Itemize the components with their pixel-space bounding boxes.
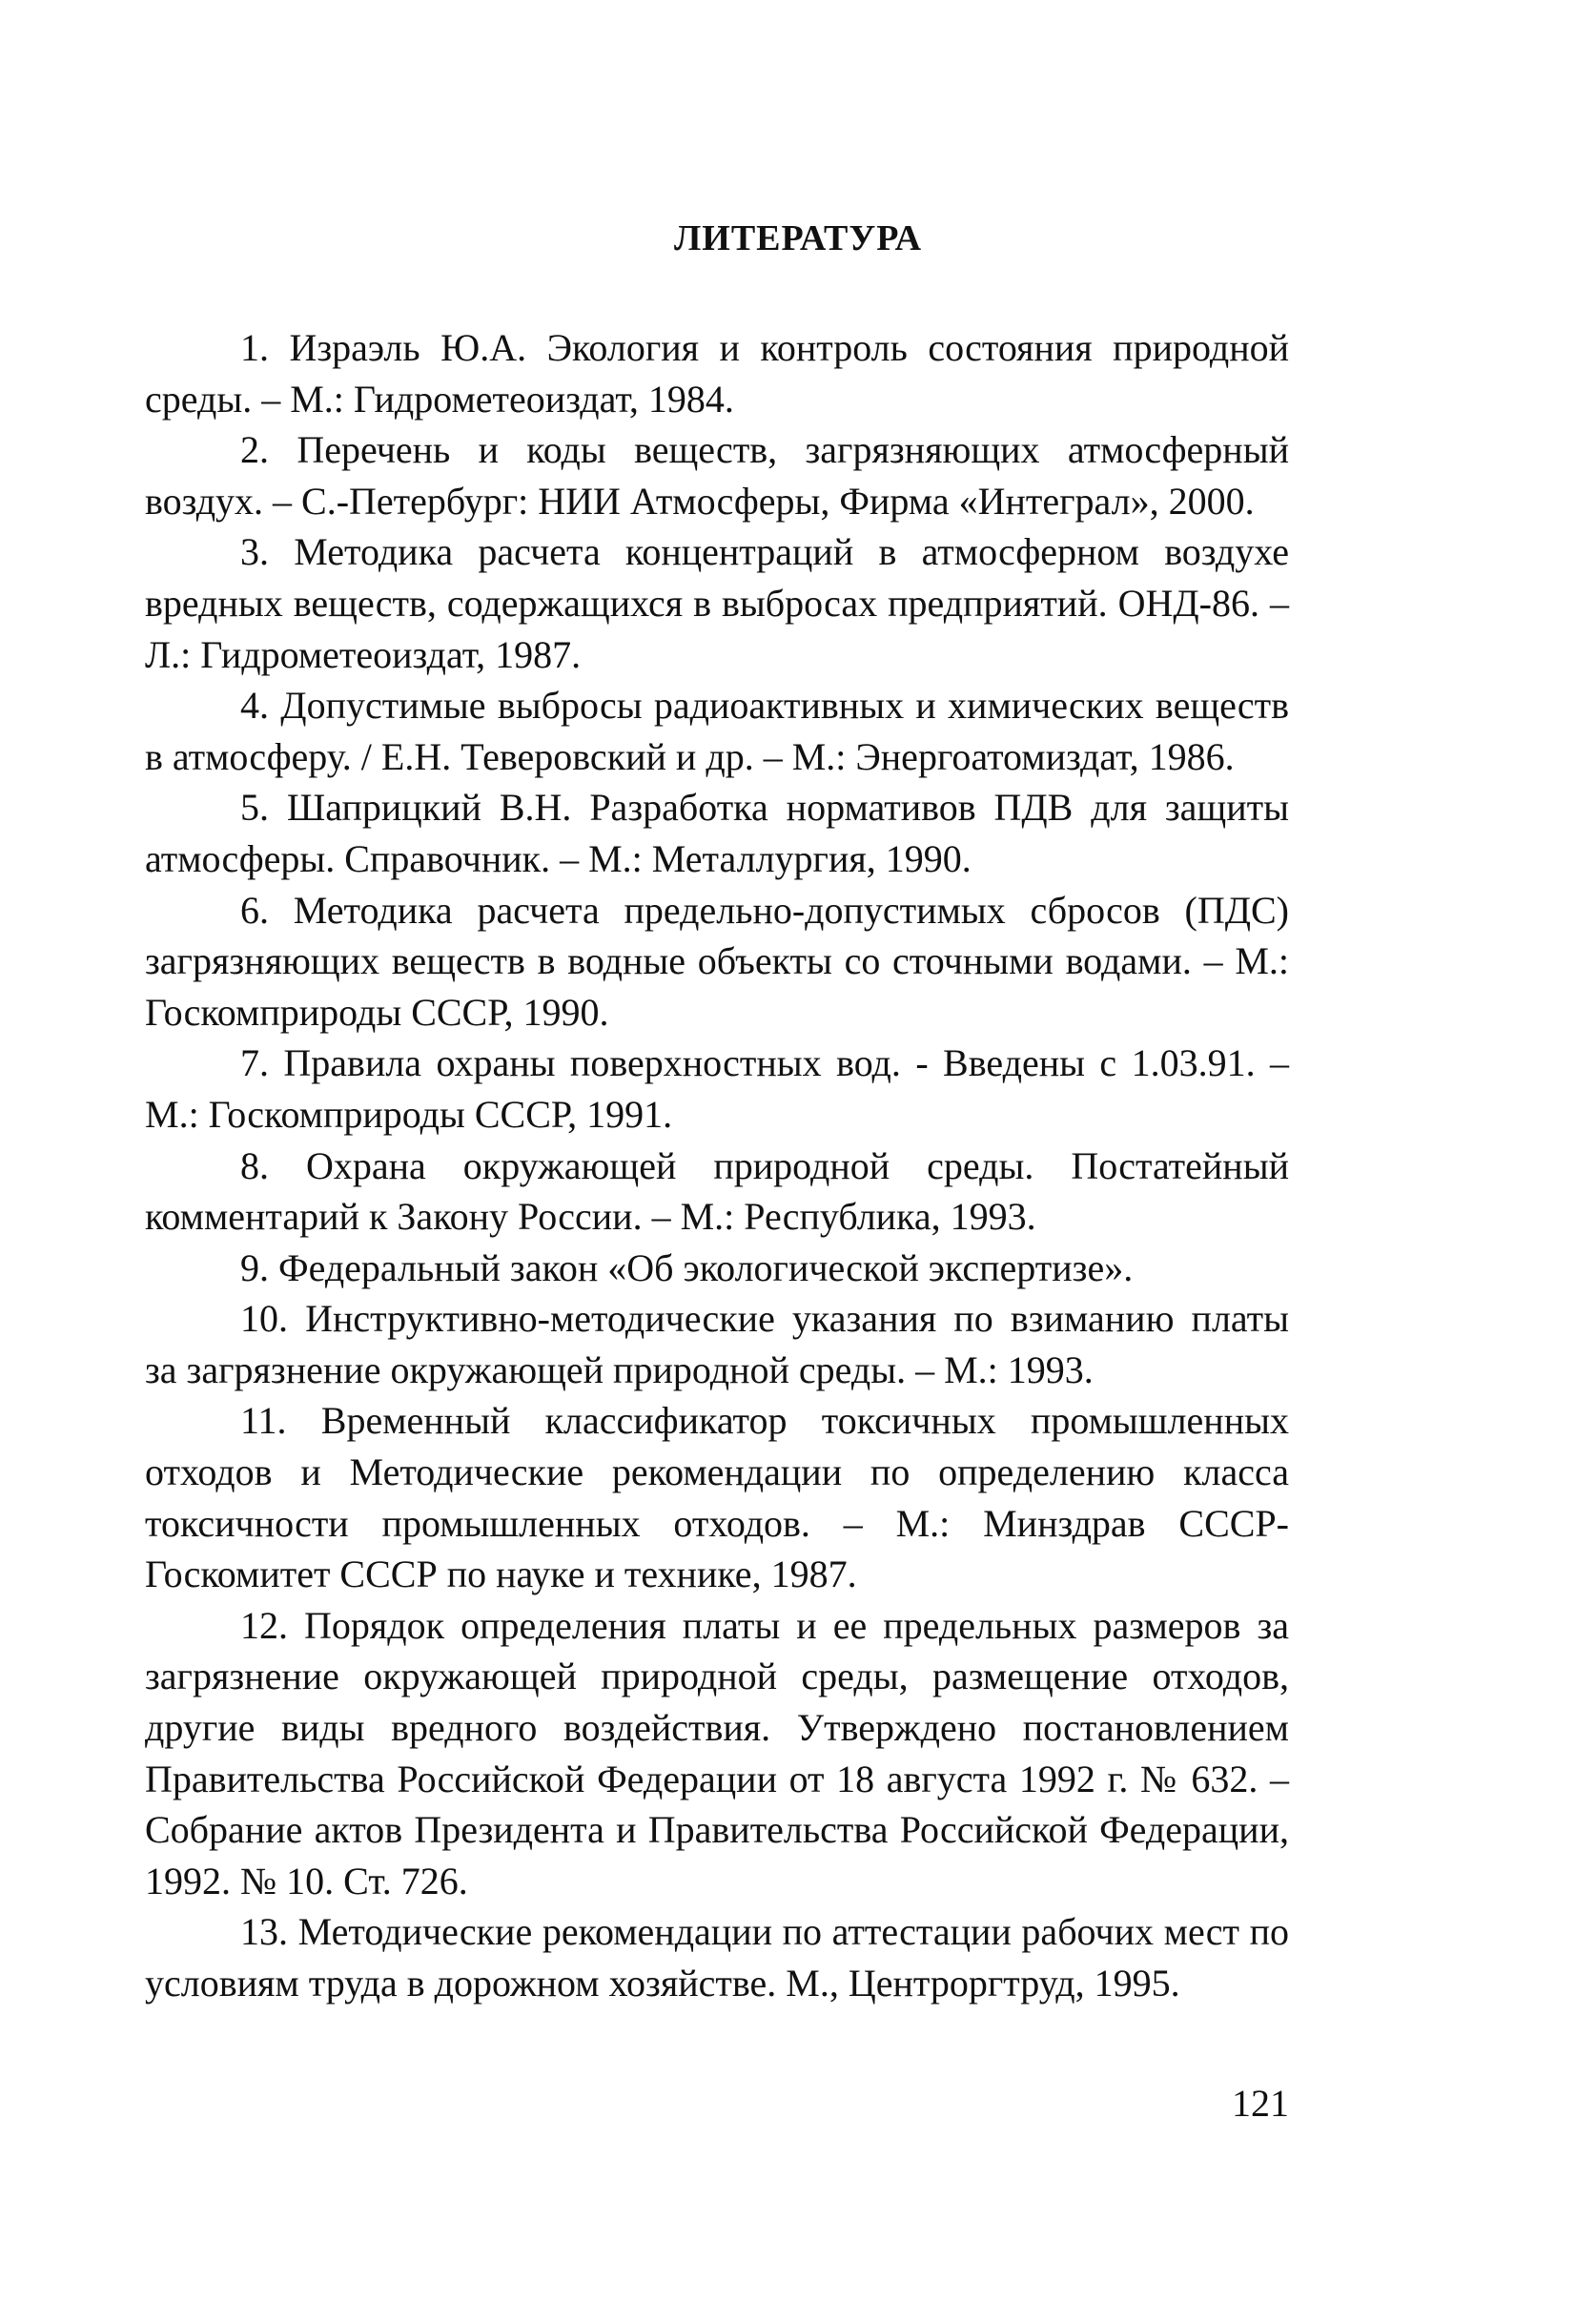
reference-item: 12. Порядок определения платы и ее предельных размеров за загрязнение окружающей природной среды, размещение отходов, другие виды вредного воздействия. Утверждено постановлением Правительства Российской Федерации от 18 августа 1992 г. № 632. – Собрание актов Президента и Правительства Российской Федерации, 1992. № 10. Ст. 726.: [145, 1603, 1289, 1902]
reference-item: 9. Федеральный закон «Об экологической экспертизе».: [240, 1245, 1134, 1289]
reference-item: 11. Временный классификатор токсичных промышленных отходов и Методические рекомендации по определению класса токсичности промышленных отходов. – М.: Минздрав СССР-Госкомитет СССР по науке и технике, 1987.: [145, 1399, 1289, 1596]
reference-item: 7. Правила охраны поверхностных вод. - Введены с 1.03.91. – М.: Госкомприроды СССР, 1991.: [145, 1041, 1289, 1136]
reference-list: [145, 322, 1289, 2009]
reference-item: 1. Израэль Ю.А. Экология и контроль состояния природной среды. – М.: Гидрометеоиздат, 1984.: [145, 326, 1289, 421]
reference-item: 13. Методические рекомендации по аттестации рабочих мест по условиям труда в дорожном хозяйстве. М., Центроргтруд, 1995.: [145, 1910, 1289, 2005]
reference-item: 8. Охрана окружающей природной среды. Постатейный комментарий к Закону России. – М.: Республика, 1993.: [145, 1143, 1289, 1239]
reference-item: 6. Методика расчета предельно-допустимых сбросов (ПДС) загрязняющих веществ в водные объекты со сточными водами. – М.: Госкомприроды СССР, 1990.: [145, 888, 1289, 1034]
page-number: 121: [1232, 2082, 1289, 2125]
reference-item: 5. Шаприцкий В.Н. Разработка нормативов ПДВ для защиты атмосферы. Справочник. – М.: Металлургия, 1990.: [145, 786, 1289, 880]
reference-item: 4. Допустимые выбросы радиоактивных и химических веществ в атмосферу. / Е.Н. Теверовский и др. – М.: Энергоатомиздат, 1986.: [145, 684, 1289, 778]
section-title: ЛИТЕРАТУРА: [673, 218, 923, 258]
reference-item: 10. Инструктивно-методические указания по взиманию платы за загрязнение окружающей природной среды. – М.: 1993.: [145, 1297, 1289, 1391]
reference-item: 2. Перечень и коды веществ, загрязняющих атмосферный воздух. – С.-Петербург: НИИ Атмосферы, Фирма «Интеграл», 2000.: [145, 428, 1289, 523]
reference-item: 3. Методика расчета концентраций в атмосферном воздухе вредных веществ, содержащихся в выбросах предприятий. ОНД-86. – Л.: Гидрометеоиздат, 1987.: [145, 530, 1289, 676]
